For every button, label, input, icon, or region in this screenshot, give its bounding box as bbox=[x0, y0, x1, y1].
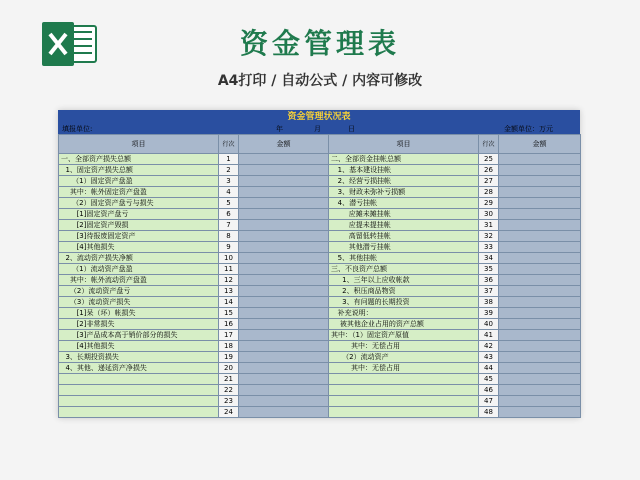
line-number-cell: 40 bbox=[479, 319, 499, 330]
amount-cell[interactable] bbox=[239, 297, 329, 308]
item-cell: [4]其他损失 bbox=[59, 341, 219, 352]
amount-cell[interactable] bbox=[239, 363, 329, 374]
amount-cell[interactable] bbox=[499, 396, 581, 407]
page-title: 资金管理表 bbox=[239, 27, 400, 60]
money-unit-label: 金额单位：万元 bbox=[504, 125, 553, 133]
table-row bbox=[59, 385, 581, 396]
line-number-cell: 22 bbox=[219, 385, 239, 396]
line-number-cell: 9 bbox=[219, 242, 239, 253]
amount-cell[interactable] bbox=[499, 187, 581, 198]
line-number-cell: 48 bbox=[479, 407, 499, 418]
item-cell: 其他潜亏挂帐 bbox=[329, 242, 479, 253]
line-number-cell: 38 bbox=[479, 297, 499, 308]
line-number-cell: 16 bbox=[219, 319, 239, 330]
amount-cell[interactable] bbox=[239, 341, 329, 352]
amount-cell[interactable] bbox=[239, 220, 329, 231]
line-number-cell: 6 bbox=[219, 209, 239, 220]
item-cell: 应摊未摊挂帐 bbox=[329, 209, 479, 220]
line-number-cell: 31 bbox=[479, 220, 499, 231]
line-number-cell: 44 bbox=[479, 363, 499, 374]
item-cell bbox=[59, 407, 219, 418]
line-number-cell: 21 bbox=[219, 374, 239, 385]
item-cell: 1、基本建设挂帐 bbox=[329, 165, 479, 176]
table-row bbox=[59, 396, 581, 407]
item-cell: 5、其他挂帐 bbox=[329, 253, 479, 264]
item-cell: 其中：（1）固定资产原值 bbox=[329, 330, 479, 341]
amount-cell[interactable] bbox=[239, 198, 329, 209]
item-cell: 补充说明： bbox=[329, 308, 479, 319]
item-cell: （1）流动资产盘盈 bbox=[59, 264, 219, 275]
item-cell bbox=[329, 407, 479, 418]
amount-cell[interactable] bbox=[239, 231, 329, 242]
fund-table bbox=[58, 134, 581, 418]
col-line-header-right: 行次 bbox=[479, 135, 499, 154]
line-number-cell: 11 bbox=[219, 264, 239, 275]
item-cell: 1、三年以上应收帐款 bbox=[329, 275, 479, 286]
item-cell: （2）流动资产盘亏 bbox=[59, 286, 219, 297]
line-number-cell: 42 bbox=[479, 341, 499, 352]
amount-cell[interactable] bbox=[499, 407, 581, 418]
amount-cell[interactable] bbox=[499, 385, 581, 396]
item-cell: （2）流动资产 bbox=[329, 352, 479, 363]
item-cell: [3]产品成本高于销价部分的损失 bbox=[59, 330, 219, 341]
amount-cell[interactable] bbox=[499, 154, 581, 165]
line-number-cell: 17 bbox=[219, 330, 239, 341]
item-cell: 应提未提挂帐 bbox=[329, 220, 479, 231]
line-number-cell: 35 bbox=[479, 264, 499, 275]
item-cell: 2、经营亏损挂帐 bbox=[329, 176, 479, 187]
day-label: 日 bbox=[348, 125, 355, 133]
spreadsheet bbox=[58, 110, 580, 418]
item-cell: 3、有问题的长期投资 bbox=[329, 297, 479, 308]
item-cell: （1）固定资产盘盈 bbox=[59, 176, 219, 187]
item-cell: （2）固定资产盘亏与损失 bbox=[59, 198, 219, 209]
amount-cell[interactable] bbox=[499, 341, 581, 352]
amount-cell[interactable] bbox=[239, 264, 329, 275]
amount-cell[interactable] bbox=[239, 154, 329, 165]
item-cell: 4、潜亏挂帐 bbox=[329, 198, 479, 209]
year-label: 年 bbox=[276, 125, 283, 133]
line-number-cell: 7 bbox=[219, 220, 239, 231]
amount-cell[interactable] bbox=[499, 253, 581, 264]
item-cell: 3、长期投资损失 bbox=[59, 352, 219, 363]
sheet-meta-row bbox=[58, 124, 580, 134]
item-cell: 三、不良资产总额 bbox=[329, 264, 479, 275]
table-row bbox=[59, 297, 581, 308]
amount-cell[interactable] bbox=[499, 264, 581, 275]
table-row bbox=[59, 209, 581, 220]
item-cell: 4、其他、递延资产净损失 bbox=[59, 363, 219, 374]
line-number-cell: 2 bbox=[219, 165, 239, 176]
item-cell: [2]非常损失 bbox=[59, 319, 219, 330]
line-number-cell: 23 bbox=[219, 396, 239, 407]
table-row bbox=[59, 187, 581, 198]
amount-cell[interactable] bbox=[499, 330, 581, 341]
line-number-cell: 41 bbox=[479, 330, 499, 341]
item-cell: [4]其他损失 bbox=[59, 242, 219, 253]
item-cell: 其中：无偿占用 bbox=[329, 341, 479, 352]
table-row bbox=[59, 308, 581, 319]
amount-cell[interactable] bbox=[239, 209, 329, 220]
item-cell bbox=[59, 374, 219, 385]
amount-cell[interactable] bbox=[239, 176, 329, 187]
table-row bbox=[59, 286, 581, 297]
amount-cell[interactable] bbox=[239, 165, 329, 176]
table-row bbox=[59, 198, 581, 209]
sheet-title: 资金管理状况表 bbox=[58, 110, 580, 124]
table-row bbox=[59, 374, 581, 385]
amount-cell[interactable] bbox=[499, 242, 581, 253]
item-cell: 二、全部资金挂帐总额 bbox=[329, 154, 479, 165]
item-cell: 1、固定资产损失总额 bbox=[59, 165, 219, 176]
amount-cell[interactable] bbox=[499, 209, 581, 220]
item-cell: 高留低转挂帐 bbox=[329, 231, 479, 242]
amount-cell[interactable] bbox=[239, 286, 329, 297]
amount-cell[interactable] bbox=[239, 374, 329, 385]
table-row bbox=[59, 220, 581, 231]
amount-cell[interactable] bbox=[239, 407, 329, 418]
line-number-cell: 1 bbox=[219, 154, 239, 165]
col-amount-header-right: 金额 bbox=[499, 135, 581, 154]
line-number-cell: 19 bbox=[219, 352, 239, 363]
amount-cell[interactable] bbox=[499, 374, 581, 385]
item-cell: 一、全部资产损失总额 bbox=[59, 154, 219, 165]
table-row bbox=[59, 319, 581, 330]
col-item-header: 项目 bbox=[59, 135, 219, 154]
item-cell bbox=[329, 396, 479, 407]
amount-cell[interactable] bbox=[239, 275, 329, 286]
item-cell bbox=[59, 396, 219, 407]
line-number-cell: 20 bbox=[219, 363, 239, 374]
table-row bbox=[59, 264, 581, 275]
amount-cell[interactable] bbox=[499, 176, 581, 187]
table-row bbox=[59, 165, 581, 176]
line-number-cell: 13 bbox=[219, 286, 239, 297]
amount-cell[interactable] bbox=[239, 385, 329, 396]
amount-cell[interactable] bbox=[499, 363, 581, 374]
table-row bbox=[59, 363, 581, 374]
col-item-header-right: 项目 bbox=[329, 135, 479, 154]
item-cell bbox=[329, 385, 479, 396]
amount-cell[interactable] bbox=[239, 396, 329, 407]
table-row bbox=[59, 330, 581, 341]
amount-cell[interactable] bbox=[239, 187, 329, 198]
amount-cell[interactable] bbox=[239, 319, 329, 330]
amount-cell[interactable] bbox=[499, 297, 581, 308]
line-number-cell: 24 bbox=[219, 407, 239, 418]
line-number-cell: 34 bbox=[479, 253, 499, 264]
line-number-cell: 29 bbox=[479, 198, 499, 209]
amount-cell[interactable] bbox=[499, 319, 581, 330]
item-cell: 3、财政未弥补亏损额 bbox=[329, 187, 479, 198]
line-number-cell: 32 bbox=[479, 231, 499, 242]
line-number-cell: 5 bbox=[219, 198, 239, 209]
amount-cell[interactable] bbox=[499, 286, 581, 297]
line-number-cell: 28 bbox=[479, 187, 499, 198]
month-label: 月 bbox=[314, 125, 321, 133]
unit-label: 填报单位: bbox=[62, 125, 93, 133]
table-row bbox=[59, 231, 581, 242]
line-number-cell: 8 bbox=[219, 231, 239, 242]
table-row bbox=[59, 176, 581, 187]
item-cell: [3]待报废固定资产 bbox=[59, 231, 219, 242]
amount-cell[interactable] bbox=[239, 242, 329, 253]
amount-cell[interactable] bbox=[239, 253, 329, 264]
table-row bbox=[59, 253, 581, 264]
line-number-cell: 27 bbox=[479, 176, 499, 187]
line-number-cell: 43 bbox=[479, 352, 499, 363]
table-row bbox=[59, 407, 581, 418]
amount-cell[interactable] bbox=[239, 330, 329, 341]
amount-cell[interactable] bbox=[499, 231, 581, 242]
line-number-cell: 39 bbox=[479, 308, 499, 319]
amount-cell[interactable] bbox=[499, 220, 581, 231]
line-number-cell: 47 bbox=[479, 396, 499, 407]
line-number-cell: 37 bbox=[479, 286, 499, 297]
amount-cell[interactable] bbox=[499, 308, 581, 319]
item-cell bbox=[59, 385, 219, 396]
line-number-cell: 18 bbox=[219, 341, 239, 352]
col-line-header: 行次 bbox=[219, 135, 239, 154]
item-cell: [2]固定资产毁损 bbox=[59, 220, 219, 231]
item-cell: 被其他企业占用的资产总额 bbox=[329, 319, 479, 330]
amount-cell[interactable] bbox=[499, 352, 581, 363]
line-number-cell: 10 bbox=[219, 253, 239, 264]
line-number-cell: 33 bbox=[479, 242, 499, 253]
amount-cell[interactable] bbox=[499, 198, 581, 209]
line-number-cell: 30 bbox=[479, 209, 499, 220]
amount-cell[interactable] bbox=[499, 165, 581, 176]
line-number-cell: 3 bbox=[219, 176, 239, 187]
item-cell: [1]固定资产盘亏 bbox=[59, 209, 219, 220]
item-cell bbox=[329, 374, 479, 385]
line-number-cell: 25 bbox=[479, 154, 499, 165]
line-number-cell: 36 bbox=[479, 275, 499, 286]
line-number-cell: 12 bbox=[219, 275, 239, 286]
table-header-row bbox=[59, 135, 581, 154]
item-cell: 其中：帐外流动资产盘盈 bbox=[59, 275, 219, 286]
amount-cell[interactable] bbox=[239, 308, 329, 319]
table-row bbox=[59, 341, 581, 352]
line-number-cell: 45 bbox=[479, 374, 499, 385]
item-cell: 2、积压商品物资 bbox=[329, 286, 479, 297]
page-subtitle: A4打印 / 自动公式 / 内容可修改 bbox=[217, 73, 423, 89]
table-row bbox=[59, 242, 581, 253]
line-number-cell: 26 bbox=[479, 165, 499, 176]
col-amount-header: 金额 bbox=[239, 135, 329, 154]
table-row bbox=[59, 275, 581, 286]
line-number-cell: 14 bbox=[219, 297, 239, 308]
table-row bbox=[59, 154, 581, 165]
amount-cell[interactable] bbox=[499, 275, 581, 286]
item-cell: 2、流动资产损失净额 bbox=[59, 253, 219, 264]
item-cell: 其中：无偿占用 bbox=[329, 363, 479, 374]
item-cell: [1]呆（坏）帐损失 bbox=[59, 308, 219, 319]
amount-cell[interactable] bbox=[239, 352, 329, 363]
table-row bbox=[59, 352, 581, 363]
line-number-cell: 46 bbox=[479, 385, 499, 396]
line-number-cell: 4 bbox=[219, 187, 239, 198]
item-cell: 其中：帐外固定资产盘盈 bbox=[59, 187, 219, 198]
line-number-cell: 15 bbox=[219, 308, 239, 319]
item-cell: （3）流动资产损失 bbox=[59, 297, 219, 308]
